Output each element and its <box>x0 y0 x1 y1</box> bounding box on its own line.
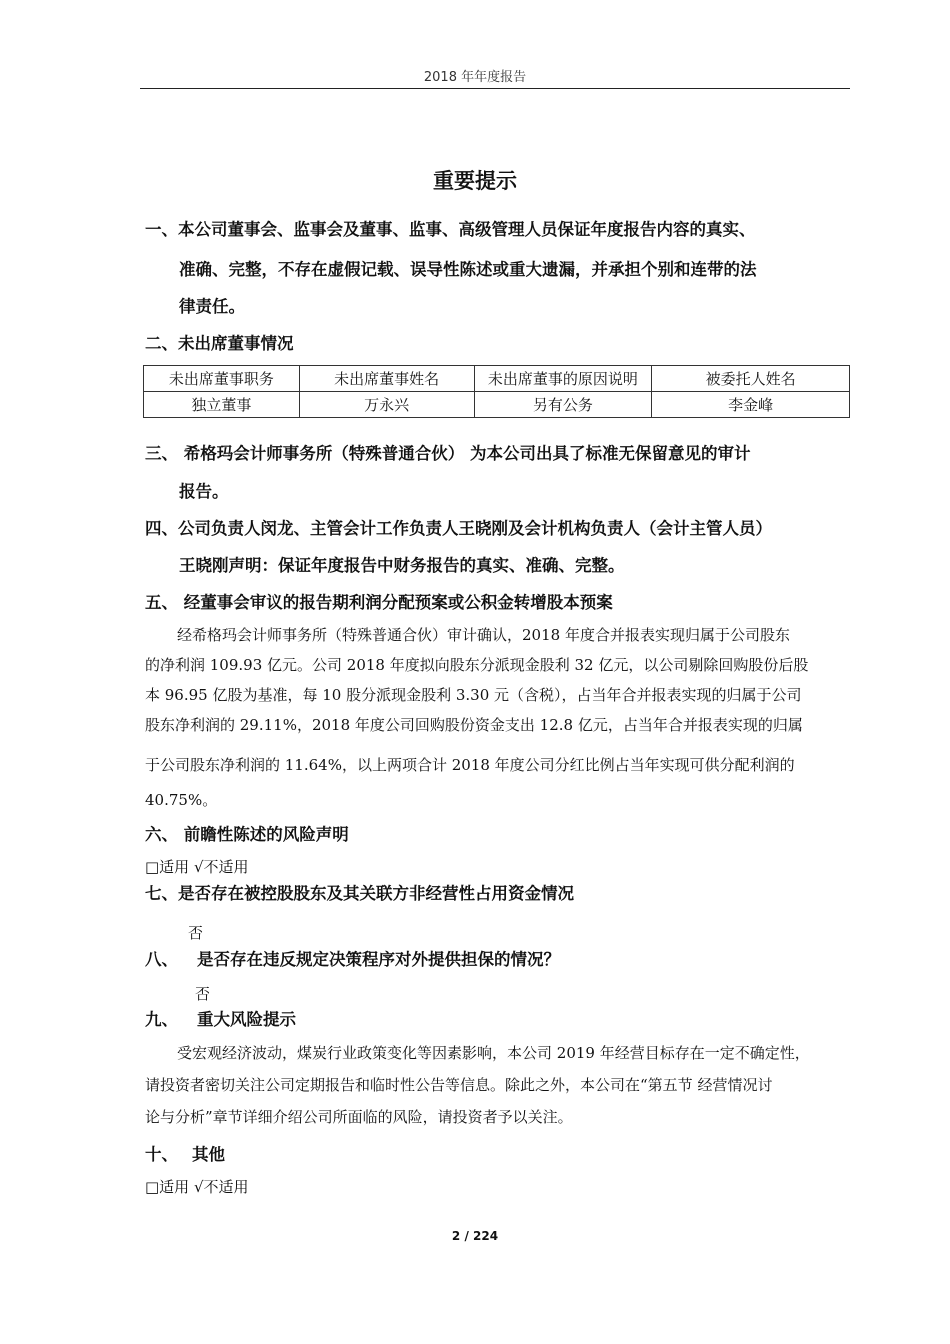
section-4-line-1: 四、公司负责人闵龙、主管会计工作负责人王晓刚及会计机构负责人（会计主管人员） <box>145 519 772 538</box>
section-9-paragraph-line: 受宏观经济波动，煤炭行业政策变化等因素影响，本公司 2019 年经营目标存在一定不确定性， <box>177 1044 810 1062</box>
section-8-number: 八、 <box>145 950 178 969</box>
section-3-line-1: 三、 希格玛会计师事务所（特殊普通合伙） 为本公司出具了标准无保留意见的审计 <box>145 444 751 463</box>
section-7-answer: 否 <box>188 924 204 942</box>
table-header-cell: 未出席董事姓名 <box>299 366 474 392</box>
section-5-paragraph-line: 本 96.95 亿股为基准，每 10 股分派现金股利 3.30 元（含税），占当年合并报表实现的归属于公司 <box>145 686 802 704</box>
section-7-heading: 七、是否存在被控股股东及其关联方非经营性占用资金情况 <box>145 884 574 903</box>
section-10-number: 十、 <box>145 1145 178 1164</box>
section-6-applicability: □适用 √不适用 <box>145 858 249 876</box>
absent-directors-table <box>143 365 850 418</box>
section-9-paragraph-line: 请投资者密切关注公司定期报告和临时性公告等信息。除此之外，本公司在“第五节 经营情况讨 <box>145 1076 773 1094</box>
section-9-heading: 重大风险提示 <box>197 1010 296 1029</box>
section-10-heading: 其他 <box>192 1145 225 1164</box>
table-cell: 另有公务 <box>474 392 652 418</box>
section-8-heading: 是否存在违反规定决策程序对外提供担保的情况？ <box>197 950 560 969</box>
table-cell: 独立董事 <box>144 392 300 418</box>
table-header-cell: 未出席董事职务 <box>144 366 300 392</box>
table-header-cell: 被委托人姓名 <box>652 366 850 392</box>
section-5-paragraph-line: 于公司股东净利润的 11.64%，以上两项合计 2018 年度公司分红比例占当年实现可供分配利润的 <box>145 756 795 774</box>
section-8-answer: 否 <box>195 985 211 1003</box>
section-10-applicability: □适用 √不适用 <box>145 1178 249 1196</box>
section-5-paragraph-line: 的净利润 109.93 亿元。公司 2018 年度拟向股东分派现金股利 32 亿元，以公司剔除回购股份后股 <box>145 656 809 674</box>
table-cell: 万永兴 <box>299 392 474 418</box>
section-5-paragraph-line: 经希格玛会计师事务所（特殊普通合伙）审计确认，2018 年度合并报表实现归属于公司股东 <box>177 626 790 644</box>
section-9-number: 九、 <box>145 1010 178 1029</box>
section-9-paragraph-line: 论与分析”章节详细介绍公司所面临的风险，请投资者予以关注。 <box>145 1108 573 1126</box>
page-number: 2 / 224 <box>451 1229 499 1243</box>
section-6-heading: 六、 前瞻性陈述的风险声明 <box>145 825 349 844</box>
section-5-paragraph-line: 股东净利润的 29.11%，2018 年度公司回购股份资金支出 12.8 亿元，占当年合并报表实现的归属 <box>145 716 803 734</box>
table-cell: 李金峰 <box>652 392 850 418</box>
header-rule <box>140 88 850 89</box>
section-3-line-2: 报告。 <box>179 482 229 501</box>
running-header: 2018 年年度报告 <box>423 70 527 85</box>
table-row <box>144 392 850 418</box>
table-header-cell: 未出席董事的原因说明 <box>474 366 652 392</box>
section-4-line-2: 王晓刚声明：保证年度报告中财务报告的真实、准确、完整。 <box>179 556 625 575</box>
section-5-paragraph-line: 40.75%。 <box>145 791 218 809</box>
section-1-line-1: 一、本公司董事会、监事会及董事、监事、高级管理人员保证年度报告内容的真实、 <box>145 220 756 239</box>
section-1-line-3: 律责任。 <box>179 297 245 316</box>
section-5-heading: 五、 经董事会审议的报告期利润分配预案或公积金转增股本预案 <box>145 593 613 612</box>
section-1-line-2: 准确、完整，不存在虚假记载、误导性陈述或重大遗漏，并承担个别和连带的法 <box>179 260 757 279</box>
section-2-heading: 二、未出席董事情况 <box>145 334 294 353</box>
table-header-row <box>144 366 850 392</box>
page-title: 重要提示 <box>433 169 517 193</box>
